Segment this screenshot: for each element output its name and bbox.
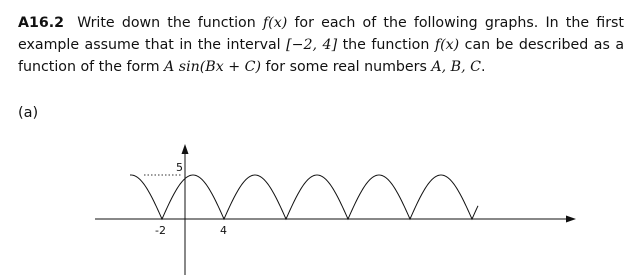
form: A sin(Bx + C) bbox=[164, 59, 262, 75]
x-tick-neg: -2 bbox=[155, 224, 166, 237]
text-5: for some real numbers bbox=[265, 59, 427, 75]
fx-2: f(x) bbox=[434, 37, 460, 53]
text-4: can be described as a function of the form bbox=[18, 37, 625, 75]
curve bbox=[130, 175, 478, 219]
text-3: the function bbox=[342, 37, 430, 53]
fx-1: f(x) bbox=[262, 15, 288, 31]
problem-number: A16.2 bbox=[18, 15, 64, 31]
x-axis-arrow bbox=[566, 216, 576, 223]
interval: [−2, 4] bbox=[286, 37, 338, 53]
text-6: . bbox=[480, 59, 486, 75]
text-1: Write down the function bbox=[77, 15, 256, 31]
text-2: for each of the following graphs. In the first example assume that in the interval bbox=[18, 15, 624, 53]
constants: A, B, C bbox=[431, 59, 481, 75]
part-label: (a) bbox=[18, 105, 39, 121]
y-axis-arrow bbox=[182, 144, 189, 154]
x-tick-pos: 4 bbox=[220, 224, 227, 237]
y-tick-max: 5 bbox=[176, 161, 183, 174]
